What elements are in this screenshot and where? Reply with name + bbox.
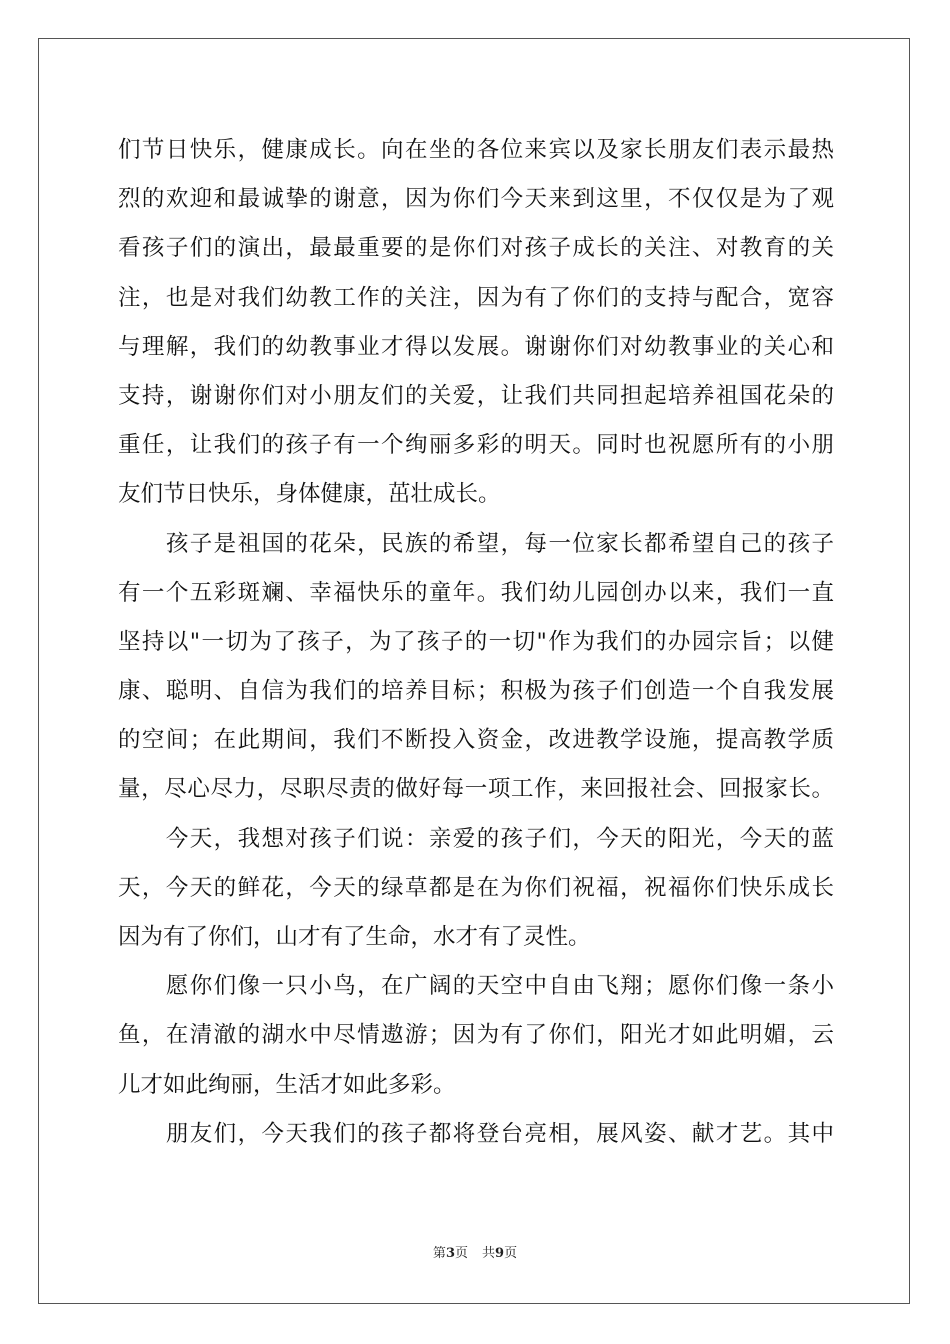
- text-line: 今天，我想对孩子们说：亲爱的孩子们，今天的阳光，今天的蓝: [118, 825, 834, 852]
- page-total: 9: [495, 1246, 505, 1261]
- total-suffix: 页: [504, 1246, 518, 1261]
- paragraph-4: [118, 962, 834, 1110]
- total-prefix: 共: [482, 1246, 496, 1261]
- text-line: 因为有了你们，山才有了生命，水才有了灵性。: [118, 924, 591, 950]
- text-line: 朋友们，今天我们的孩子都将登台亮相，展风姿、献才艺。其中: [118, 1120, 834, 1147]
- page-current: 3: [445, 1246, 455, 1261]
- document-body: [118, 126, 834, 1159]
- text-line: 们节日快乐，健康成长。向在坐的各位来宾以及家长朋友们表示最热: [118, 137, 834, 163]
- paragraph-2: [118, 520, 834, 815]
- text-line: 看孩子们的演出，最最重要的是你们对孩子成长的关注、对教育的关: [118, 235, 834, 262]
- text-line: 愿你们像一只小鸟，在广阔的天空中自由飞翔；愿你们像一条小: [118, 973, 834, 1000]
- text-line: 坚持以"一切为了孩子，为了孩子的一切"作为我们的办园宗旨；以健: [118, 628, 834, 655]
- text-line: 友们节日快乐，身体健康，茁壮成长。: [118, 481, 501, 508]
- text-line: 注，也是对我们幼教工作的关注，因为有了你们的支持与配合，宽容: [118, 284, 834, 311]
- text-line: 鱼，在清澈的湖水中尽情遨游；因为有了你们，阳光才如此明媚，云: [118, 1022, 834, 1049]
- text-line: 有一个五彩斑斓、幸福快乐的童年。我们幼儿园创办以来，我们一直: [118, 579, 834, 606]
- text-line: 重任，让我们的孩子有一个绚丽多彩的明天。同时也祝愿所有的小朋: [118, 432, 834, 459]
- text-line: 天，今天的鲜花，今天的绿草都是在为你们祝福，祝福你们快乐成长: [118, 874, 834, 901]
- paragraph-3: [118, 815, 834, 963]
- text-line: 量，尽心尽力，尽职尽责的做好每一项工作，来回报社会、回报家长。: [118, 776, 834, 803]
- text-line: 孩子是祖国的花朵，民族的希望，每一位家长都希望自己的孩子: [118, 530, 834, 557]
- text-line: 康、聪明、自信为我们的培养目标；积极为孩子们创造一个自我发展: [118, 678, 834, 705]
- text-line: 儿才如此绚丽，生活才如此多彩。: [118, 1071, 456, 1098]
- page-mid: 页: [454, 1246, 468, 1261]
- text-line: 支持，谢谢你们对小朋友们的关爱，让我们共同担起培养祖国花朵的: [118, 382, 834, 409]
- text-line: 与理解，我们的幼教事业才得以发展。谢谢你们对幼教事业的关心和: [118, 333, 834, 360]
- paragraph-5: [118, 1110, 834, 1159]
- page-prefix: 第: [432, 1246, 446, 1261]
- page-footer: [0, 1242, 950, 1261]
- text-line: 烈的欢迎和最诚挚的谢意，因为你们今天来到这里，不仅仅是为了观: [118, 186, 834, 213]
- paragraph-1: [118, 126, 834, 520]
- text-line: 的空间；在此期间，我们不断投入资金，改进教学设施，提高教学质: [118, 727, 834, 754]
